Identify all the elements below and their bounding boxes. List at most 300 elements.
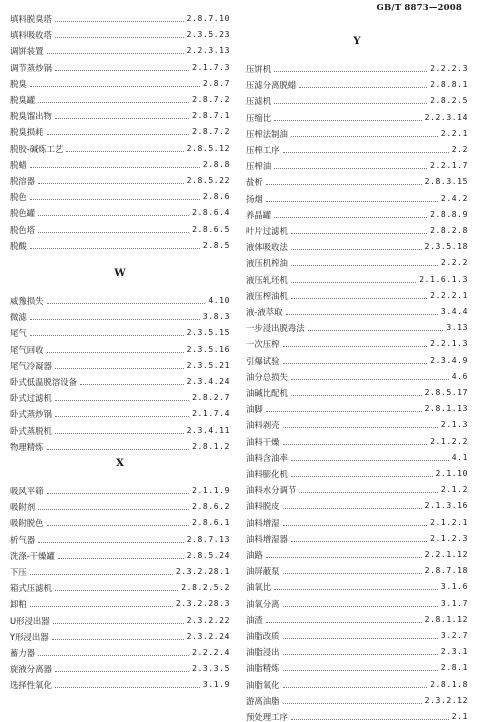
dot-leader: [55, 687, 200, 688]
clause-number: 2.8.2.5.2: [181, 583, 230, 593]
index-term: 油脚: [246, 404, 263, 415]
clause-number: 2.3.3.5: [192, 664, 230, 674]
index-term: 调节蒸炒锅: [10, 62, 52, 73]
dot-leader: [55, 37, 184, 38]
dot-leader: [38, 102, 189, 103]
section-heading: Y: [353, 36, 361, 47]
index-term: 微滤: [10, 312, 27, 323]
index-term: 一次压榨: [246, 339, 280, 350]
dot-leader: [274, 217, 427, 218]
index-entry: [246, 123, 468, 139]
index-entry: [10, 561, 230, 577]
index-term: 选择性氧化: [10, 680, 52, 691]
dot-leader: [38, 232, 189, 233]
index-term: 引爆试验: [246, 355, 280, 366]
index-entry: [10, 339, 230, 355]
dot-leader: [299, 87, 427, 88]
dot-leader: [299, 492, 438, 493]
index-term: 脱臭罐: [10, 95, 36, 105]
dot-leader: [291, 476, 433, 477]
clause-number: 2.2.3.14: [424, 112, 468, 122]
index-term: 卧式蒸炒锅: [10, 409, 52, 420]
index-entry: [10, 496, 230, 512]
clause-number: 2.8.7.2: [192, 95, 230, 104]
clause-number: 2.2.1.3: [430, 339, 468, 349]
index-entry: [10, 219, 230, 235]
dot-leader: [291, 249, 422, 250]
index-entry: [246, 139, 468, 155]
dot-leader: [283, 654, 438, 655]
index-term: 尾气冷凝器: [10, 360, 52, 371]
index-entry: [10, 138, 230, 154]
index-entry: [246, 236, 468, 252]
index-term: 吸附脱色: [10, 518, 44, 529]
index-term: 尾气: [10, 328, 27, 339]
dot-leader: [38, 655, 189, 656]
index-term: 威豫损失: [10, 296, 44, 306]
index-entry: [246, 657, 468, 673]
clause-number: 2.1.3: [440, 420, 468, 430]
dot-leader: [266, 184, 422, 185]
clause-number: 2.2.2.1: [430, 290, 468, 300]
clause-number: 3.1.6: [440, 582, 468, 592]
dot-leader: [291, 265, 438, 266]
dot-leader: [55, 21, 184, 22]
index-term: 脱溶器: [10, 176, 36, 186]
index-entry: [246, 625, 468, 641]
index-term: 脱蜡: [10, 159, 27, 170]
index-entry: [10, 626, 230, 642]
index-term: 油分总损失: [246, 371, 288, 382]
index-term: 油屏蔽泵: [246, 566, 280, 577]
index-entry: [246, 252, 468, 268]
clause-number: 2.2.1.7: [430, 161, 468, 171]
clause-number: 2.3.2.12: [424, 695, 468, 705]
index-entry: [246, 301, 468, 317]
index-term: 压榨法制油: [246, 128, 288, 139]
dot-leader: [291, 136, 438, 137]
clause-number: 4.6: [451, 371, 468, 381]
clause-number: 4.1: [451, 452, 468, 462]
dot-leader: [274, 103, 427, 104]
index-entry: [246, 58, 468, 74]
dot-leader: [283, 152, 449, 153]
clause-number: 2.8.1.13: [424, 404, 468, 414]
dot-leader: [30, 86, 200, 87]
dot-leader: [283, 346, 428, 347]
index-entry: [246, 333, 468, 349]
dot-leader: [53, 623, 184, 624]
dot-leader: [266, 411, 422, 412]
dot-leader: [283, 573, 422, 574]
index-term: 油料脱皮: [246, 501, 280, 512]
clause-number: 2.3.5.16: [186, 344, 230, 354]
index-entry: [10, 480, 230, 496]
index-term: 液压榨油机: [246, 290, 288, 301]
index-entry: [246, 674, 468, 690]
dot-leader: [283, 670, 438, 671]
index-term: 油氧分离: [246, 598, 280, 609]
index-term: 脱酸: [10, 240, 27, 251]
index-entry: [246, 431, 468, 447]
clause-number: 3.1.9: [202, 680, 230, 690]
clause-number: 2.4.2: [440, 193, 468, 203]
index-term: 脱色: [10, 192, 27, 203]
dot-leader: [47, 525, 190, 526]
dot-leader: [274, 120, 422, 121]
clause-number: 2.1.2.1: [430, 517, 468, 527]
dot-leader: [55, 416, 189, 417]
clause-number: 2.8.1: [440, 663, 468, 673]
dot-leader: [283, 638, 438, 639]
index-entry: [10, 529, 230, 545]
dot-leader: [274, 589, 438, 590]
index-entry: [246, 479, 468, 495]
dot-leader: [291, 541, 427, 542]
index-term: 析气器: [10, 534, 36, 545]
clause-number: 2.8.6.5: [192, 224, 230, 234]
clause-number: 2.1.7.3: [192, 62, 230, 72]
dot-leader: [58, 558, 184, 559]
dot-leader: [30, 199, 200, 200]
dot-leader: [291, 282, 416, 283]
clause-number: 2.8.5.22: [186, 176, 230, 185]
index-term: 脱臭馏出物: [10, 111, 52, 122]
dot-leader: [30, 319, 200, 320]
index-entry: [10, 306, 230, 322]
index-entry: [246, 382, 468, 398]
clause-number: 2.8.5: [202, 240, 230, 250]
dot-leader: [30, 248, 200, 249]
clause-number: 2.8.5.12: [186, 143, 230, 153]
clause-number: 2.8.5.24: [186, 550, 230, 560]
index-entry: [10, 105, 230, 121]
index-term: 旋液分离器: [10, 664, 52, 675]
dot-leader: [291, 395, 422, 396]
dot-leader: [38, 183, 184, 184]
index-term: 压滤分离脱蜡: [246, 80, 297, 91]
index-term: 预处理工序: [246, 712, 288, 722]
index-term: 一步浸出脱毒法: [246, 323, 305, 334]
clause-number: 2.1.3.16: [424, 501, 468, 511]
index-term: 油碱比配机: [246, 388, 288, 398]
clause-number: 2.2.3.13: [186, 46, 230, 56]
clause-number: 2.3.2.22: [186, 615, 230, 625]
clause-number: 3.1.7: [440, 598, 468, 608]
index-term: 箱式压滤机: [10, 583, 52, 594]
index-term: 油料剥壳: [246, 420, 280, 431]
section-heading: X: [116, 458, 124, 469]
index-entry: [246, 414, 468, 430]
clause-number: 2.1.1.9: [192, 486, 230, 495]
index-term: 压榨油: [246, 161, 272, 172]
clause-number: 2.8.5.17: [424, 388, 468, 397]
clause-number: 2.1: [451, 712, 468, 721]
dot-leader: [283, 525, 428, 526]
clause-number: 2.2.2.3: [430, 64, 468, 73]
dot-leader: [266, 557, 422, 558]
index-entry: [10, 202, 230, 218]
index-entry: [246, 706, 468, 722]
clause-number: 2.3.4.24: [186, 377, 230, 386]
dot-leader: [55, 671, 189, 672]
clause-number: 2.8.6.4: [192, 208, 230, 218]
index-term: 填料脱臭塔: [10, 14, 52, 24]
clause-number: 2.3.1: [440, 647, 468, 657]
clause-number: 3.2.7: [440, 631, 468, 640]
clause-number: 2.3.4.9: [430, 355, 468, 365]
index-entry: [10, 387, 230, 403]
index-entry: [246, 366, 468, 382]
index-entry: [10, 420, 230, 436]
index-term: 脱胶-碱炼工艺: [10, 143, 64, 154]
index-entry: [10, 642, 230, 658]
index-term: 油料膨化机: [246, 469, 288, 479]
clause-number: 2.3.4.11: [186, 425, 230, 435]
index-entry: [246, 447, 468, 463]
dot-leader: [283, 444, 428, 445]
clause-number: 2.8.6: [202, 192, 230, 202]
dot-leader: [291, 298, 427, 299]
dot-leader: [30, 335, 184, 336]
index-term: 压缩比: [246, 112, 272, 123]
clause-number: 2.8.6.2: [192, 502, 230, 512]
clause-number: 2.3.5.21: [186, 360, 230, 370]
index-term: 卧式低温脱溶设备: [10, 377, 77, 387]
index-entry: [246, 269, 468, 285]
clause-number: 2.1.6.1.3: [419, 274, 468, 284]
index-term: 养晶罐: [246, 209, 272, 220]
dot-leader: [283, 606, 438, 607]
dot-leader: [283, 508, 422, 509]
index-entry: [246, 204, 468, 220]
clause-number: 2.8.7.1: [192, 111, 230, 121]
index-term: 油料增湿器: [246, 533, 288, 544]
index-term: 调饼装置: [10, 46, 44, 57]
dot-leader: [55, 433, 184, 434]
index-entry: [246, 560, 468, 576]
index-entry: [10, 57, 230, 73]
index-entry: [246, 576, 468, 592]
dot-leader: [308, 330, 444, 331]
index-term: 卧式蒸脱机: [10, 425, 52, 436]
clause-number: 2.3.5.23: [186, 30, 230, 40]
index-term: 油氧比: [246, 582, 272, 593]
index-entry: [10, 235, 230, 251]
clause-number: 3.13: [446, 323, 468, 333]
clause-number: 2.3.2.24: [186, 631, 230, 641]
dot-leader: [38, 509, 189, 510]
clause-number: 2.2.2: [440, 258, 468, 268]
index-term: 液压机榨油: [246, 258, 288, 269]
dot-leader: [47, 134, 190, 135]
index-entry: [246, 350, 468, 366]
clause-number: 2.1.2.3: [430, 533, 468, 543]
index-entry: [10, 322, 230, 338]
clause-number: 2.8.2.7: [192, 393, 230, 403]
index-entry: [246, 155, 468, 171]
clause-number: 2.1.2: [440, 485, 468, 495]
index-term: 压榨工序: [246, 145, 280, 155]
dot-leader: [55, 368, 184, 369]
index-entry: [10, 593, 230, 609]
index-entry: [10, 121, 230, 137]
clause-number: 2.8.7: [202, 78, 230, 88]
index-term: 物理精炼: [10, 441, 44, 452]
section-heading: W: [114, 268, 126, 279]
index-entry: [246, 463, 468, 479]
index-term: 脱色罐: [10, 208, 36, 219]
index-entry: [10, 24, 230, 40]
index-entry: [246, 171, 468, 187]
index-entry: [246, 398, 468, 414]
clause-number: 2.8.2.5: [430, 96, 468, 106]
index-entry: [246, 544, 468, 560]
clause-number: 2.8.1.8: [430, 679, 468, 689]
index-entry: [246, 317, 468, 333]
dot-leader: [274, 71, 427, 72]
clause-number: 2.2: [451, 145, 468, 154]
index-entry: [10, 610, 230, 626]
index-entry: [10, 290, 230, 306]
index-term: 油渣: [246, 614, 263, 625]
dot-leader: [274, 168, 427, 169]
clause-number: 2.3.5.18: [424, 242, 468, 252]
clause-number: 2.8.8: [202, 159, 230, 169]
index-term: 卸粕: [10, 599, 27, 610]
clause-number: 2.2.1.12: [424, 550, 468, 559]
clause-number: 2.8.7.10: [186, 14, 230, 23]
clause-number: 2.1.2.2: [430, 436, 468, 446]
index-term: 油脂改质: [246, 631, 280, 641]
index-entry: [10, 436, 230, 452]
index-term: 游离油脂: [246, 695, 280, 706]
index-term: 吸风平筛: [10, 486, 44, 496]
clause-number: 2.8.2.8: [430, 226, 468, 235]
index-entry: [10, 577, 230, 593]
index-term: 叶片过滤机: [246, 226, 288, 236]
index-term: 蓄力器: [10, 648, 36, 658]
index-term: 油料水分调节: [246, 485, 297, 496]
dot-leader: [55, 70, 189, 71]
dot-leader: [38, 215, 189, 216]
dot-leader: [291, 460, 449, 461]
index-term: 油路: [246, 550, 263, 560]
clause-number: 2.8.1.2: [192, 441, 230, 451]
dot-leader: [283, 703, 422, 704]
index-entry: [246, 690, 468, 706]
index-entry: [10, 73, 230, 89]
index-term: 卧式过滤机: [10, 393, 52, 404]
index-term: 油料增湿: [246, 517, 280, 528]
index-entry: [246, 641, 468, 657]
index-entry: [246, 90, 468, 106]
dot-leader: [47, 449, 190, 450]
dot-leader: [47, 53, 184, 54]
index-entry: [246, 528, 468, 544]
index-entry: [246, 609, 468, 625]
index-entry: [10, 170, 230, 186]
dot-leader: [55, 118, 189, 119]
index-entry: [246, 512, 468, 528]
index-entry: [10, 8, 230, 24]
clause-number: 2.8.8.9: [430, 209, 468, 219]
index-entry: [10, 658, 230, 674]
index-entry: [10, 355, 230, 371]
clause-number: 4.10: [208, 296, 230, 305]
clause-number: 2.2.1: [440, 128, 468, 138]
index-term: 洗涤-干燥罐: [10, 550, 55, 561]
index-term: 压饼机: [246, 64, 272, 74]
index-entry: [246, 495, 468, 511]
index-entry: [10, 154, 230, 170]
index-term: 扬烟: [246, 193, 263, 204]
index-entry: [10, 186, 230, 202]
index-term: 尾气回收: [10, 344, 44, 355]
dot-leader: [55, 400, 189, 401]
dot-leader: [30, 167, 200, 168]
dot-leader: [30, 606, 173, 607]
dot-leader: [286, 314, 438, 315]
dot-leader: [47, 352, 184, 353]
dot-leader: [52, 639, 184, 640]
index-term: 压滤机: [246, 96, 272, 107]
dot-leader: [30, 574, 173, 575]
index-term: 盐析: [246, 177, 263, 188]
dot-leader: [266, 201, 438, 202]
clause-number: 2.8.1.12: [424, 614, 468, 624]
index-entry: [10, 512, 230, 528]
dot-leader: [47, 303, 206, 304]
index-entry: [10, 403, 230, 419]
dot-leader: [291, 379, 449, 380]
clause-number: 3.8.3: [202, 312, 230, 322]
dot-leader: [38, 542, 184, 543]
index-term: 油脂氧化: [246, 679, 280, 690]
index-term: 液-液萃取: [246, 307, 283, 317]
index-entry: [10, 674, 230, 690]
clause-number: 2.8.3.15: [424, 177, 468, 187]
index-entry: [10, 545, 230, 561]
clause-number: 2.1.10: [435, 469, 468, 478]
index-term: 油料干燥: [246, 436, 280, 447]
index-entry: [246, 107, 468, 123]
index-term: 填料吸收塔: [10, 30, 52, 41]
index-term: U形浸出器: [10, 615, 50, 626]
dot-leader: [291, 719, 449, 720]
standard-code: GB/T 8873—2008: [376, 3, 462, 13]
clause-number: 2.3.2.28.1: [175, 567, 230, 576]
dot-leader: [47, 493, 190, 494]
index-term: 下压: [10, 567, 27, 577]
clause-number: 2.2.2.4: [192, 648, 230, 657]
index-entry: [246, 285, 468, 301]
clause-number: 2.8.6.1: [192, 518, 230, 528]
index-term: 脱臭损耗: [10, 127, 44, 138]
index-term: 液体吸收法: [246, 242, 288, 253]
clause-number: 2.3.2.28.3: [175, 599, 230, 609]
index-term: 吸附剂: [10, 502, 36, 513]
clause-number: 2.8.7.18: [424, 566, 468, 576]
index-term: 油脂精炼: [246, 663, 280, 674]
index-entry: [246, 593, 468, 609]
dot-leader: [66, 151, 183, 152]
dot-leader: [283, 687, 428, 688]
clause-number: 2.8.8.1: [430, 80, 468, 90]
index-entry: [10, 89, 230, 105]
clause-number: 2.3.5.15: [186, 328, 230, 338]
index-entry: [10, 40, 230, 56]
